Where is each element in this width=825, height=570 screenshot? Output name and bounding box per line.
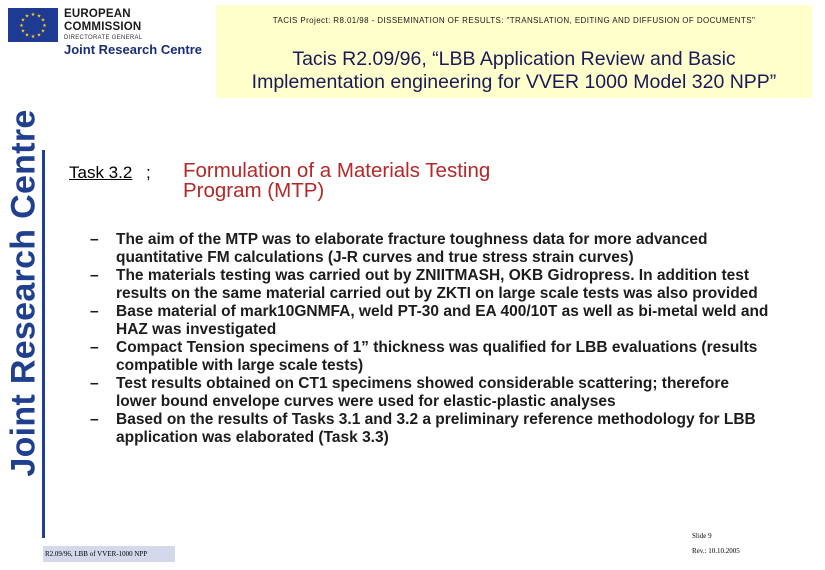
list-item: [90, 231, 770, 266]
centre-name: Joint Research Centre: [64, 42, 202, 57]
side-divider: [42, 150, 45, 538]
jrc-logo: [8, 8, 208, 57]
list-item: [90, 411, 770, 446]
svg-text:★: ★: [24, 32, 30, 39]
svg-text:★: ★: [19, 23, 24, 29]
svg-text:★: ★: [30, 12, 36, 18]
bullet-dash: –: [90, 411, 99, 428]
svg-text:★: ★: [42, 23, 47, 29]
directorate-name: DIRECTORATE GENERAL: [64, 35, 143, 41]
bullet-text: Base material of mark10GNMFA, weld PT-30 and EA 400/10T as well as bi-metal weld and HAZ was investigated: [116, 303, 769, 338]
logo-text: [64, 8, 208, 57]
side-logo: [4, 109, 44, 477]
task-title: [183, 161, 490, 201]
bullet-dash: –: [90, 339, 99, 356]
document-title: [216, 48, 812, 94]
list-item: [90, 267, 770, 302]
bullet-text: Based on the results of Tasks 3.1 and 3.2 a preliminary reference methodology for LBB application was elaborated (Task 3.3): [116, 411, 756, 446]
svg-text:★: ★: [30, 34, 36, 40]
bullet-text: The aim of the MTP was to elaborate fracture toughness data for more advanced quantitative FM calculations (J-R curves and true stress strain curves): [116, 231, 708, 266]
svg-text:★: ★: [20, 28, 26, 35]
bullet-text: Compact Tension specimens of 1” thickness was qualified for LBB evaluations (results compatible with large scale tests): [116, 339, 758, 374]
bullet-dash: –: [90, 231, 99, 248]
bullet-dash: –: [90, 267, 99, 284]
svg-text:★: ★: [40, 28, 46, 35]
list-item: [90, 303, 770, 338]
task-label: Task 3.2: [69, 163, 133, 182]
bullet-text: Test results obtained on CT1 specimens showed considerable scattering; therefore lower bound envelope curves were used for elastic-plastic analyses: [116, 375, 729, 410]
list-item: [90, 339, 770, 374]
footer-document-label: R2.09/96, LBB of VVER-1000 NPP: [43, 546, 175, 562]
bullet-dash: –: [90, 303, 99, 320]
document-title-line-2: Implementation engineering for VVER 1000 Model 320 NPP”: [251, 71, 777, 93]
header-banner: [216, 5, 812, 98]
bullet-dash: –: [90, 375, 99, 392]
project-line: TACIS Project: R8.01/98 - DISSEMINATION OF RESULTS: "TRANSLATION, EDITING AND DIFFUSION OF DOCUMENTS": [272, 16, 756, 25]
svg-text:★: ★: [36, 13, 42, 20]
organization-name: EUROPEAN COMMISSION: [64, 8, 142, 33]
svg-text:★: ★: [24, 13, 30, 20]
task-separator: ;: [146, 163, 151, 182]
eu-flag-icon: [8, 8, 58, 42]
task-title-line-2: Program (MTP): [183, 179, 325, 202]
revision-date: Rev.: 10.10.2005: [692, 547, 740, 555]
task-title-line-1: Formulation of a Materials Testing: [183, 159, 491, 182]
document-title-line-1: Tacis R2.09/96, “LBB Application Review and Basic: [292, 48, 736, 70]
svg-text:★: ★: [40, 17, 46, 24]
bullet-list: [90, 231, 770, 447]
list-item: [90, 375, 770, 410]
svg-text:★: ★: [20, 17, 26, 24]
svg-text:★: ★: [36, 32, 42, 39]
side-logo-text: Joint Research Centre: [4, 109, 43, 477]
slide-number: Slide 9: [692, 532, 712, 540]
bullet-text: The materials testing was carried out by ZNIITMASH, OKB Gidropress. In addition test results on the same material carried out by ZKTI on large scale tests was also provided: [116, 267, 758, 302]
